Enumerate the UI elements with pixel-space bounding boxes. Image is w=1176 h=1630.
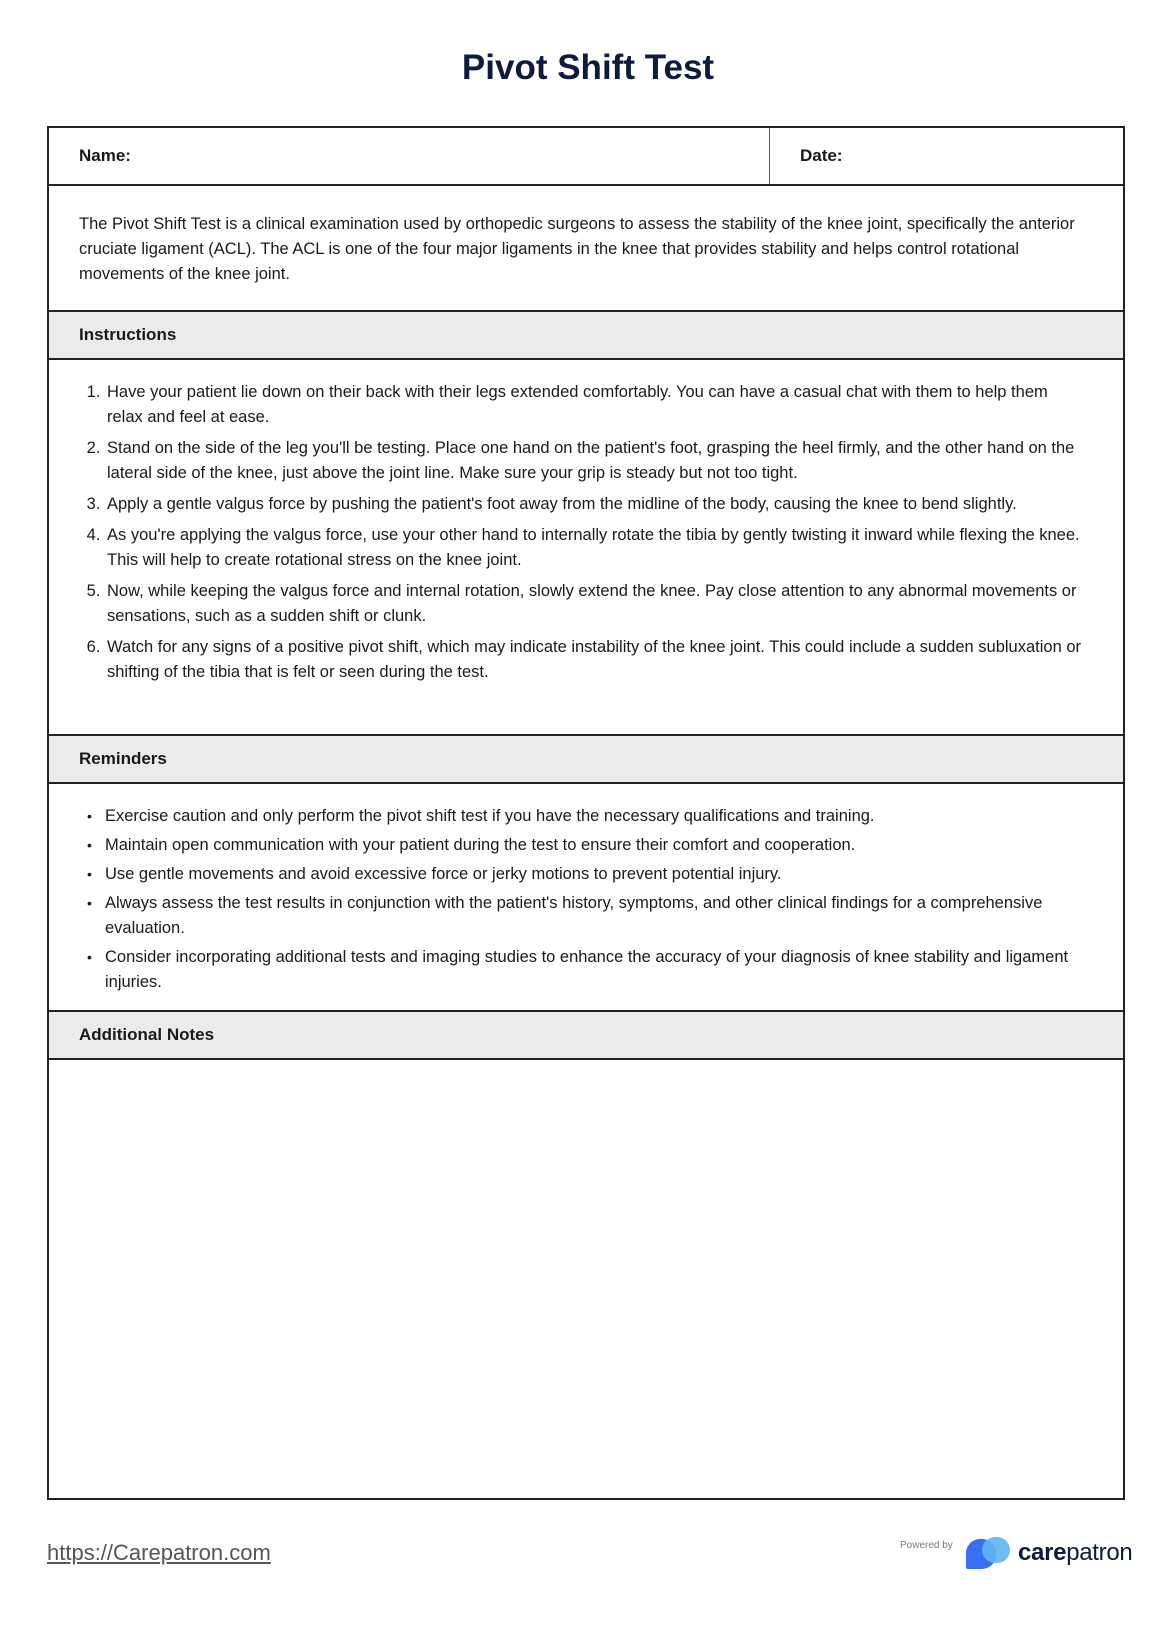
- reminder-item: • Always assess the test results in conjunction with the patient's history, symptoms, and other clinical findings for a comprehensive evaluation.: [79, 891, 1083, 941]
- page-title: Pivot Shift Test: [461, 48, 715, 87]
- instructions-heading: Instructions: [49, 312, 1123, 360]
- reminder-item: • Maintain open communication with your patient during the test to ensure their comfort and cooperation.: [79, 833, 1083, 858]
- carepatron-wordmark: carepatron: [1018, 1539, 1133, 1566]
- reminder-item: • Use gentle movements and avoid excessive force or jerky motions to prevent potential injury.: [79, 862, 1083, 887]
- instruction-item: 6. Watch for any signs of a positive pivot shift, which may indicate instability of the knee joint. This could include a sudden subluxation or shifting of the tibia that is felt or seen during the test.: [105, 635, 1083, 685]
- reminder-item: • Consider incorporating additional tests and imaging studies to enhance the accuracy of your diagnosis of knee stability and ligament injuries.: [79, 945, 1083, 995]
- patient-info-row: [49, 128, 1123, 186]
- intro-text: The Pivot Shift Test is a clinical examination used by orthopedic surgeons to assess the stability of the knee joint, specifically the anterior cruciate ligament (ACL). The ACL is one of the four major ligaments in the knee that provides stability and helps control rotational movements of the knee joint.: [49, 186, 1123, 312]
- date-label: Date:: [800, 146, 843, 165]
- assessment-form: [47, 126, 1125, 1500]
- instruction-item: 4. As you're applying the valgus force, use your other hand to internally rotate the tibia by gently twisting it inward while flexing the knee. This will help to create rotational stress on the knee joint.: [105, 523, 1083, 573]
- reminders-list: [79, 804, 1083, 995]
- carepatron-logo: [966, 1537, 1132, 1569]
- name-label: Name:: [79, 146, 131, 165]
- reminder-item: • Exercise caution and only perform the pivot shift test if you have the necessary qualifications and training.: [79, 804, 1083, 829]
- date-field[interactable]: [770, 128, 1123, 184]
- instruction-item: 3. Apply a gentle valgus force by pushing the patient's foot away from the midline of the body, causing the knee to bend slightly.: [105, 492, 1083, 517]
- instruction-item: 5. Now, while keeping the valgus force and internal rotation, slowly extend the knee. Pay close attention to any abnormal movements or sensations, such as a sudden shift or clunk.: [105, 579, 1083, 629]
- instructions-list: [79, 380, 1083, 685]
- name-field[interactable]: [49, 128, 770, 184]
- notes-area[interactable]: [49, 1060, 1123, 1498]
- powered-by-label: Powered by: [900, 1540, 953, 1551]
- carepatron-logo-icon: [966, 1537, 1012, 1569]
- reminders-section: [49, 784, 1123, 1012]
- instructions-section: [49, 360, 1123, 736]
- carepatron-link[interactable]: https://Carepatron.com: [47, 1540, 271, 1565]
- reminders-heading: Reminders: [49, 736, 1123, 784]
- instruction-item: 1. Have your patient lie down on their back with their legs extended comfortably. You can have a casual chat with them to help them relax and feel at ease.: [105, 380, 1083, 430]
- instruction-item: 2. Stand on the side of the leg you'll be testing. Place one hand on the patient's foot, grasping the heel firmly, and the other hand on the lateral side of the knee, just above the joint line. Make sure your grip is steady but not too tight.: [105, 436, 1083, 486]
- notes-heading: Additional Notes: [49, 1012, 1123, 1060]
